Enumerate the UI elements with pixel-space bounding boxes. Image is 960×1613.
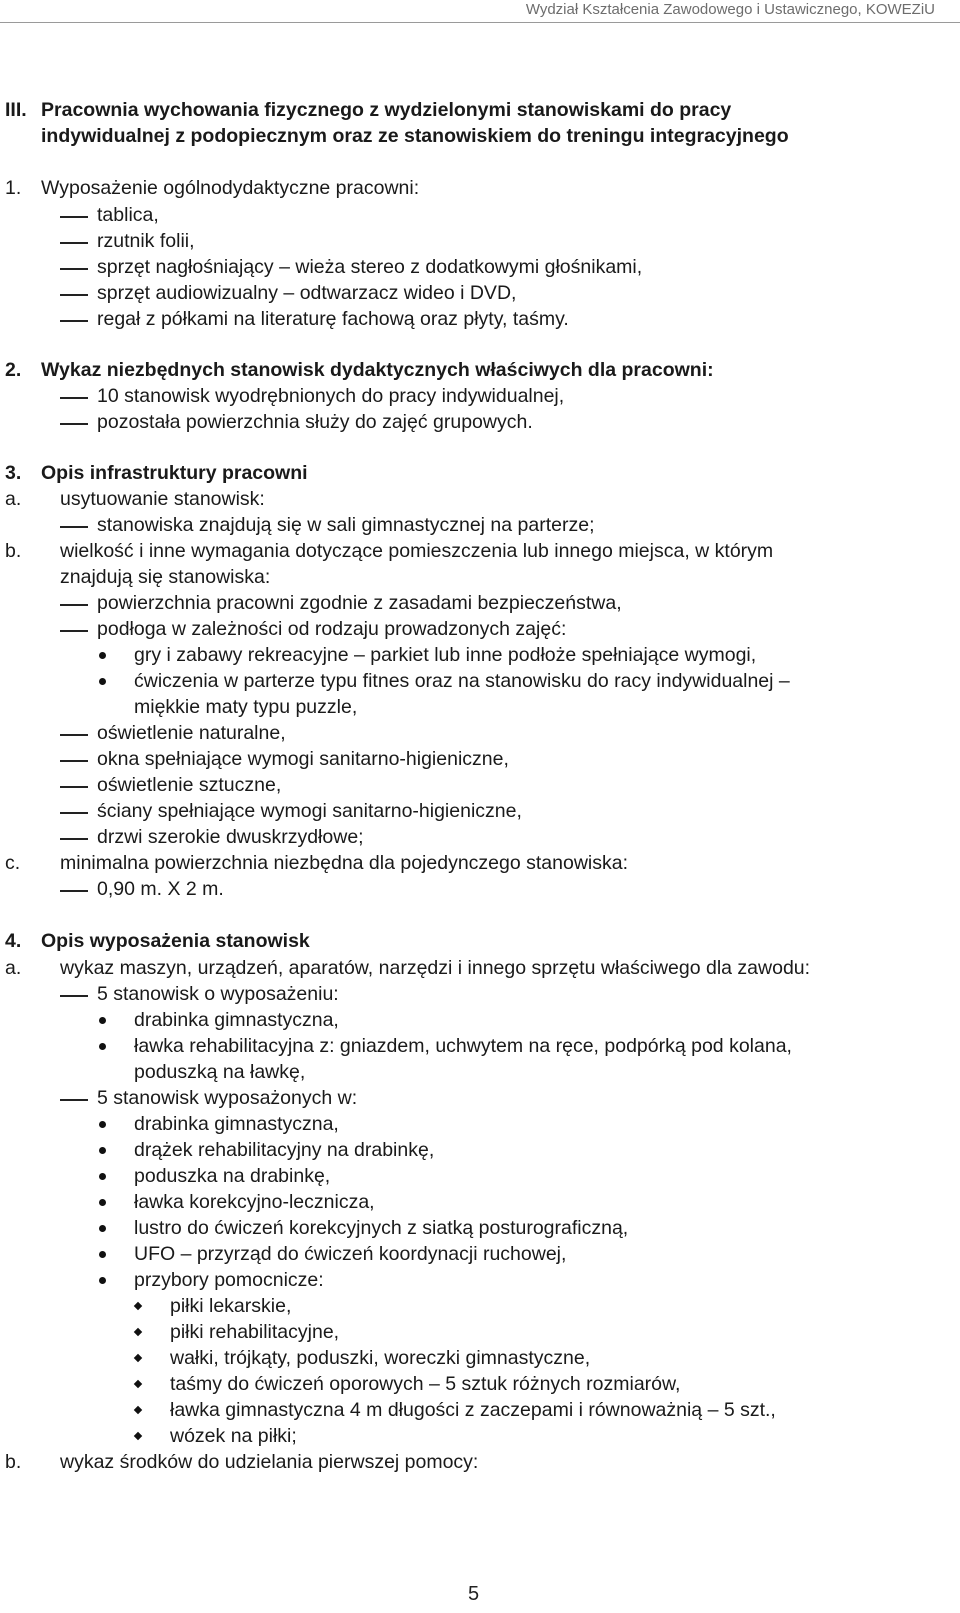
round-bullet [99,1251,106,1258]
dash-bullet [60,397,88,399]
round-bullet [99,678,106,685]
diamond-bullet-icon [134,1432,142,1440]
dash-bullet [60,320,88,322]
dash-bullet [60,995,88,997]
header-divider [0,22,960,23]
round-bullet [99,1121,106,1128]
round-bullet [99,652,106,659]
round-bullet [99,1225,106,1232]
diamond-bullet-icon [134,1406,142,1414]
diamond-bullet-icon [134,1302,142,1310]
dash-bullet [60,526,88,528]
round-bullet [99,1017,106,1024]
round-bullet [99,1173,106,1180]
dash-bullet [60,242,88,244]
dash-bullet [60,268,88,270]
dash-bullet [60,890,88,892]
diamond-bullet-icon [134,1328,142,1336]
dash-bullet [60,838,88,840]
round-bullet [99,1043,106,1050]
page-number: 5 [468,1583,480,1605]
round-bullet [99,1147,106,1154]
dash-bullet [60,216,88,218]
dash-bullet [60,812,88,814]
dash-bullet [60,423,88,425]
dash-bullet [60,1099,88,1101]
dash-bullet [60,630,88,632]
dash-bullet [60,760,88,762]
section-title-number: III. [5,99,27,121]
running-header: Wydział Kształcenia Zawodowego i Ustawicznego, KOWEZiU [525,1,935,18]
dash-bullet [60,294,88,296]
diamond-bullet-icon [134,1354,142,1362]
diamond-bullet-icon [134,1380,142,1388]
round-bullet [99,1199,106,1206]
dash-bullet [60,786,88,788]
dash-bullet [60,734,88,736]
round-bullet [99,1277,106,1284]
dash-bullet [60,604,88,606]
